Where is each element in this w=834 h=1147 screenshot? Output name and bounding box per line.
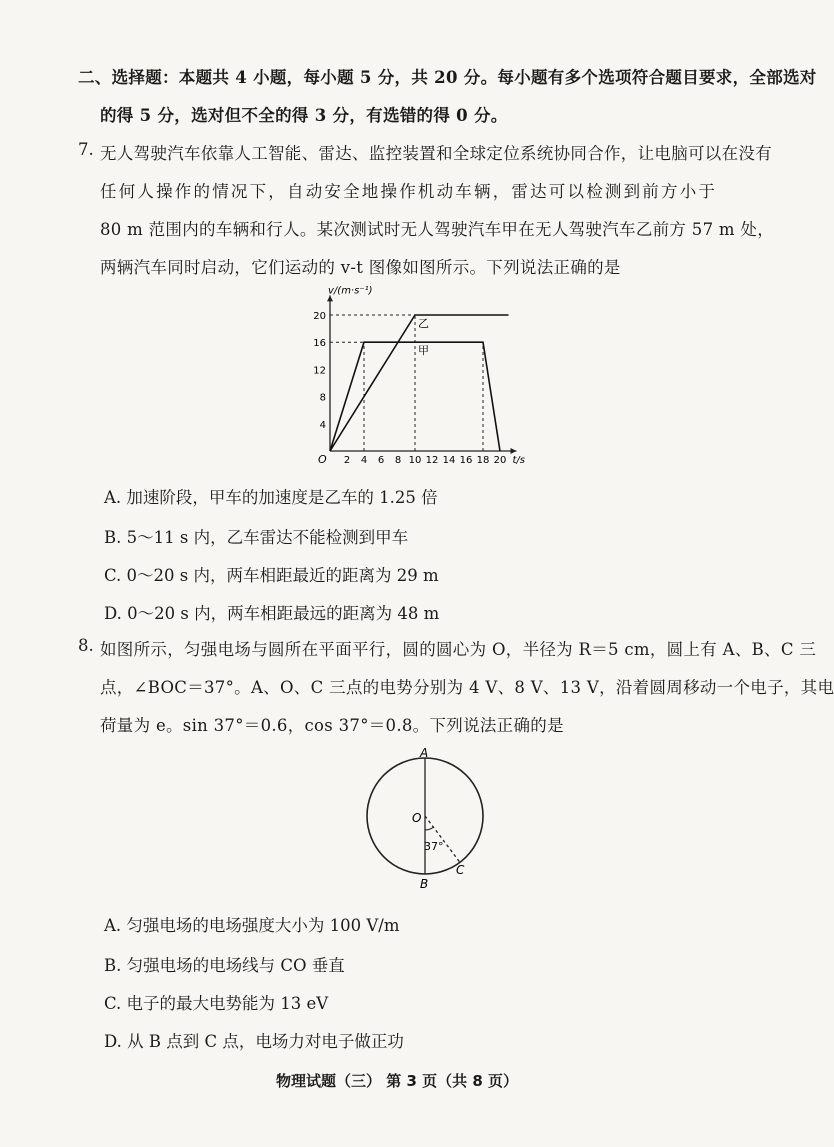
q8-text-line1: 如图所示，匀强电场与圆所在平面平行，圆的圆心为 O，半径为 R＝5 cm，圆上有 A、B、C 三 — [100, 640, 817, 659]
x-tick-label: 4 — [360, 455, 368, 466]
q7-text-line2: 任何人操作的情况下，自动安全地操作机动车辆，雷达可以检测到前方小于 — [100, 182, 718, 201]
y-tick-label: 12 — [313, 365, 326, 377]
series-line-yi — [330, 315, 509, 451]
y-tick-label: 8 — [319, 392, 326, 404]
series-label-jia: 甲 — [418, 344, 429, 358]
label-o: O — [412, 811, 422, 825]
x-tick-label: 14 — [442, 455, 456, 466]
x-tick-label: 20 — [493, 455, 507, 466]
x-tick-label: 6 — [377, 455, 385, 466]
x-axis-arrow — [511, 448, 517, 454]
q7-option-a[interactable]: A. 加速阶段，甲车的加速度是乙车的 1.25 倍 — [104, 488, 438, 507]
q8-text-line2: 点，∠BOC＝37°。A、O、C 三点的电势分别为 4 V、8 V、13 V，沿着圆周移动一个电子，其电 — [100, 678, 834, 697]
y-tick-label: 4 — [319, 419, 326, 431]
q7-text-line3: 80 m 范围内的车辆和行人。某次测试时无人驾驶汽车甲在无人驾驶汽车乙前方 57 m 处， — [100, 220, 775, 239]
q7-option-c[interactable]: C. 0～20 s 内，两车相距最近的距离为 29 m — [104, 566, 439, 585]
angle-arc — [425, 827, 433, 830]
q8-text-line3: 荷量为 e。sin 37°＝0.6，cos 37°＝0.8。下列说法正确的是 — [100, 716, 564, 735]
q8-option-a[interactable]: A. 匀强电场的电场强度大小为 100 V/m — [104, 916, 400, 935]
origin-label: O — [318, 453, 327, 466]
q7-option-b[interactable]: B. 5～11 s 内，乙车雷达不能检测到甲车 — [104, 528, 409, 547]
q7-text-line1: 无人驾驶汽车依靠人工智能、雷达、监控装置和全球定位系统协同合作，让电脑可以在没有 — [100, 144, 772, 163]
y-axis-label: v/(m·s⁻¹) — [328, 285, 373, 297]
circle-figure — [350, 748, 500, 898]
q7-text-line4: 两辆汽车同时启动，它们运动的 v-t 图像如图所示。下列说法正确的是 — [100, 258, 621, 277]
x-tick-label: 8 — [394, 455, 402, 466]
label-angle: 37° — [424, 840, 444, 853]
x-tick-label: 12 — [425, 455, 439, 466]
label-a: A — [420, 746, 429, 760]
x-tick-label: 16 — [459, 455, 473, 466]
label-b: B — [420, 877, 429, 891]
label-c: C — [456, 863, 465, 877]
q8-option-d[interactable]: D. 从 B 点到 C 点，电场力对电子做正功 — [104, 1032, 404, 1051]
x-tick-label: 2 — [343, 455, 351, 466]
q7-number: 7. — [78, 140, 94, 159]
y-tick-label: 20 — [313, 311, 326, 322]
q8-number: 8. — [78, 636, 94, 655]
y-tick-label: 16 — [313, 338, 326, 350]
q8-option-c[interactable]: C. 电子的最大电势能为 13 eV — [104, 994, 329, 1013]
page-footer: 物理试题（三） 第 3 页（共 8 页） — [276, 1072, 518, 1090]
section-heading-line1: 二、选择题：本题共 4 小题，每小题 5 分，共 20 分。每小题有多个选项符合题目要求，全部选对 — [78, 68, 817, 87]
q7-option-d[interactable]: D. 0～20 s 内，两车相距最远的距离为 48 m — [104, 604, 440, 623]
vt-chart — [300, 285, 550, 466]
series-label-yi: 乙 — [418, 317, 429, 330]
x-axis-label: t/s — [512, 455, 525, 466]
x-tick-label: 10 — [408, 455, 422, 466]
section-heading-line2: 的得 5 分，选对但不全的得 3 分，有选错的得 0 分。 — [100, 106, 508, 125]
x-tick-label: 18 — [476, 455, 490, 466]
q8-option-b[interactable]: B. 匀强电场的电场线与 CO 垂直 — [104, 956, 345, 975]
